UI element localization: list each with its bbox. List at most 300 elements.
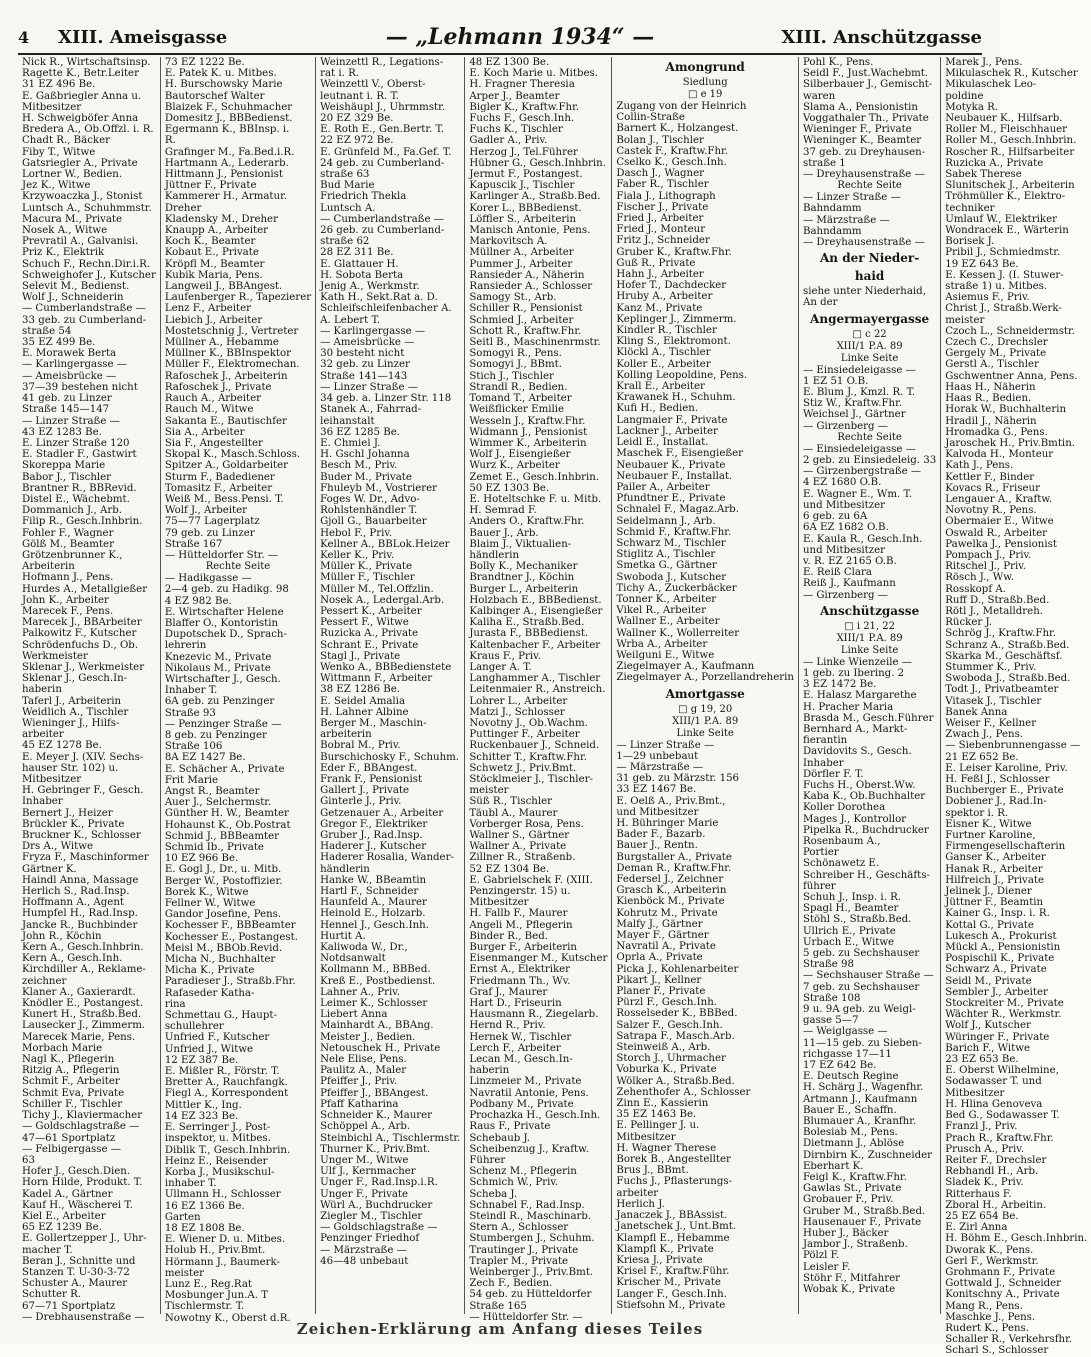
directory-entry: Silberbauer J., Gemischt- [802, 79, 933, 91]
directory-entry: Kufi H., Bedien. [616, 403, 699, 415]
directory-entry: Bredera A., Ob.Offzl. i. R. [22, 124, 154, 136]
directory-entry: Schweighofer J., Kutscher [22, 269, 156, 281]
directory-entry: Mittler K., Ing. [164, 1099, 242, 1111]
directory-entry: Wallner K., Wollerreiter [616, 627, 740, 639]
directory-entry: Kaba K., Ob.Buchhalter [802, 791, 926, 803]
directory-entry: H. Semrad F. [469, 505, 537, 517]
directory-entry: Zinn E., Kassierin [616, 1098, 709, 1110]
directory-entry: Pospischil K., Private [945, 953, 1055, 965]
directory-entry: Buchberger E., Private [945, 785, 1064, 797]
directory-entry: 34 geb. a. Linzer Str. 118 [320, 393, 452, 405]
directory-entry: Mitbesitzer [616, 1131, 676, 1143]
directory-entry: straße 1 [802, 157, 846, 169]
directory-entry: Hofer J., Gesch.Dien. [22, 1166, 131, 1178]
directory-entry: 8A EZ 1427 Be. [164, 752, 246, 764]
directory-entry: Neubauer K., Private [616, 459, 726, 471]
directory-entry: Swoboda J., Kutscher [616, 571, 727, 583]
directory-entry: Distel E., Wächebmt. [22, 493, 130, 505]
directory-entry: Hofer T., Dachdecker [616, 280, 727, 292]
directory-entry: Bolly K., Mechaniker [469, 561, 578, 573]
directory-entry: Kovacs R., Friseur [945, 482, 1040, 494]
directory-entry: Jancke R., Buchbinder [22, 919, 138, 931]
directory-entry: — Sechshauser Straße — [802, 970, 934, 982]
directory-entry: Kellner A., BBLok.Heizer [320, 538, 450, 550]
directory-entry: Bernert J., Heizer [22, 807, 113, 819]
directory-entry: Bobral M., Priv. [320, 740, 401, 752]
directory-entry: Stöhl S., Straßb.Bed. [802, 914, 912, 926]
directory-entry: Rötl J., Metalldreh. [945, 605, 1043, 617]
directory-entry: 1 geb. zu Ibering. 2 [802, 667, 905, 679]
directory-entry: H. Schweigböfer Anna [22, 113, 139, 125]
directory-entry: Roller M., Gesch.Inhbrin. [945, 135, 1077, 147]
directory-entry: Steinweiß A., Arb. [616, 1042, 711, 1054]
directory-entry: Weißflicker Emilie [469, 404, 565, 416]
directory-entry: Penzinger Friedhof [320, 1233, 420, 1245]
directory-entry: Dreher [164, 202, 202, 214]
directory-entry: Berger W., Postoffizier. [164, 875, 283, 887]
directory-entry: 16 EZ 1366 Be. [164, 1200, 245, 1212]
directory-entry: gasse 5—7 [802, 1015, 859, 1027]
directory-entry: Fohler F., Wagner [22, 527, 114, 539]
directory-entry: straße 54 [22, 325, 72, 337]
directory-entry: Herlich J. [616, 1198, 665, 1210]
directory-entry: Borek B., Angestellter [616, 1154, 731, 1166]
directory-entry: 6 geb. zu 6A [802, 511, 868, 523]
directory-entry: Lerch F., Arbeiter [469, 1042, 561, 1054]
directory-entry: Gatsriegler A., Private [22, 157, 138, 169]
directory-entry: — Linzer Straße — [616, 739, 715, 751]
directory-entry: An der [802, 297, 838, 309]
directory-entry: Heinold E., Holzarb. [320, 908, 426, 920]
directory-entry: Schrant E., Private [320, 639, 419, 651]
directory-entry: Markovitsch A. [469, 236, 548, 248]
directory-entry: Pfeiffer J., Priv. [320, 1076, 398, 1088]
directory-entry: Kollmann M., BBBed. [320, 964, 431, 976]
directory-entry: — Dreyhausenstraße — [802, 237, 925, 249]
directory-entry: Micha K., Private [164, 965, 255, 977]
directory-entry: Schuster A., Maurer [22, 1278, 128, 1290]
directory-entry: Ginterle J., Priv. [320, 796, 402, 808]
directory-entry: Horn Hilde, Produkt. T. [22, 1177, 143, 1189]
directory-entry: □ e 19 [687, 89, 723, 100]
directory-entry: Mainhardt A., BBAng. [320, 1020, 434, 1032]
directory-title: — „Lehmann 1934“ — [385, 24, 655, 50]
directory-entry: E. Gaßbriegler Anna u. [22, 90, 142, 102]
directory-entry: inspektor, u. Mitbes. [164, 1133, 271, 1145]
column-2 [161, 57, 316, 1324]
directory-entry: Stiz W., Kraftw.Fhr. [802, 398, 903, 410]
directory-entry: Pipelka R., Buchdrucker [802, 824, 929, 836]
directory-entry: H. Schärg J., Wagenfhr. [802, 1082, 924, 1094]
directory-entry: Sturm F., Badediener [164, 471, 275, 483]
directory-entry: 36 EZ 1285 Be. [320, 426, 400, 438]
directory-entry: Kienböck M., Private [616, 896, 725, 908]
directory-entry: arbeiter [616, 1187, 659, 1199]
directory-entry: Linzmeier M., Private [469, 1076, 582, 1088]
directory-entry: Sakanta E., Bautischfer [164, 415, 287, 427]
directory-entry: Linke Seite [840, 644, 899, 656]
directory-entry: — Einsiedeleigasse — [802, 364, 916, 376]
directory-entry: Pfeiffer J., BBAngest. [320, 1087, 429, 1099]
directory-entry: E. Koch Marie u. Mitbes. [469, 68, 598, 80]
directory-entry: v. R. EZ 2165 O.B. [802, 555, 897, 567]
directory-entry: E. Wagner E., Wm. T. [802, 488, 913, 500]
directory-entry: Weidlich A., Tischler [22, 706, 129, 718]
directory-entry: Schrög J., Kraftw.Fhr. [945, 628, 1057, 640]
directory-entry: Tischlermstr. T. [164, 1301, 245, 1313]
directory-entry: Haderer J., Kutscher [320, 841, 427, 853]
directory-entry: Scharl S., Schlosser [945, 1345, 1049, 1357]
directory-entry: E. Morawek Berta [22, 348, 117, 360]
directory-entry: 73 EZ 1222 Be. [164, 57, 245, 68]
directory-entry: Castek F., Kraftw.Fhr. [616, 145, 729, 157]
directory-entry: Somogyi R., Pens. [469, 348, 562, 360]
directory-entry: H. Feßl J., Schlosser [945, 774, 1050, 785]
directory-entry: Reiß J., Kaufmann [802, 578, 896, 590]
directory-entry: Brasda M., Gesch.Führer [802, 712, 934, 724]
directory-entry: Collin-Straße [616, 112, 685, 124]
directory-entry: Fuchs H., Oberst.Ww. [802, 779, 916, 791]
directory-entry: Grohmann F., Private [945, 1266, 1056, 1278]
directory-entry: Ziegler M., Tischler [320, 1210, 423, 1222]
directory-entry: Stöcklmeier J., Tischler- [469, 774, 593, 785]
directory-entry: 33 EZ 1467 Be. [616, 784, 697, 796]
directory-entry: fierantin [802, 735, 848, 747]
directory-entry: H. Böhm E., Gesch.Inhbrin. [945, 1233, 1088, 1245]
directory-entry: Lahner A., Priv. [320, 986, 401, 998]
directory-entry: Schiller R., Pensionist [469, 303, 583, 315]
directory-entry: — Drebhausenstraße — [22, 1311, 145, 1323]
column-6 [799, 57, 941, 1314]
directory-entry: und Mitbesitzer [802, 544, 886, 556]
directory-entry: 35 EZ 1463 Be. [616, 1109, 697, 1121]
directory-entry: Mitbesitzer [469, 897, 529, 909]
directory-entry: Priz K., Elektrik [22, 247, 105, 259]
directory-entry: Stern A., Schlosser [469, 1222, 569, 1234]
directory-entry: Kainer G., Insp. i. R. [945, 908, 1050, 920]
directory-entry: E. Oelß A., Priv.Bmt., [616, 795, 726, 807]
street-heading: An der Nieder- [819, 251, 920, 266]
directory-entry: Cselko K., Gesch.Inh. [616, 157, 727, 169]
directory-entry: Fuchs F., Gesch.Inh. [469, 113, 575, 125]
directory-entry: Drs A., Witwe [22, 841, 93, 853]
directory-entry: Malfy J., Gärtner [616, 918, 703, 930]
directory-entry: Mitbesitzer [22, 101, 82, 113]
directory-entry: Rechte Seite [205, 561, 271, 573]
directory-entry: Schaller R., Verkehrsfhr. [945, 1334, 1073, 1346]
directory-entry: Planer F., Private [616, 986, 706, 998]
directory-entry: Blaffer O., Kontoristin [164, 617, 279, 629]
directory-entry: Wittmann F., Arbeiter [320, 673, 433, 685]
directory-entry: Günther H. W., Beamter [164, 808, 289, 820]
directory-entry: Ritterhaus F. [945, 1188, 1012, 1200]
directory-entry: Slama A., Pensionistin [802, 101, 918, 113]
directory-entry: Buder M., Private [320, 471, 412, 483]
directory-entry: Oprla A., Private [616, 952, 703, 964]
directory-entry: Bruckner K., Schlosser [22, 830, 141, 842]
directory-entry: Weiser F., Kellner [945, 717, 1037, 729]
directory-entry: Manisch Antonie, Pens. [469, 225, 591, 237]
directory-entry: Garten [164, 1211, 201, 1223]
directory-entry: Bolan J., Tischler [616, 134, 704, 146]
directory-entry: Krzywoaczka J., Stonist [22, 191, 143, 203]
directory-entry: Podbany M., Private [469, 1098, 574, 1110]
directory-entry: Schenz M., Pflegerin [469, 1166, 577, 1178]
directory-entry: E. Wiener D. u. Mitbes. [164, 1234, 286, 1246]
directory-entry: Gallert J., Private [320, 785, 410, 797]
directory-entry: E. Grünfeld M., Fa.Gef. T. [320, 146, 452, 158]
directory-entry: Luntsch A., Schuhmmstr. [22, 202, 152, 214]
directory-entry: Storch J., Uhrmacher [616, 1053, 726, 1065]
directory-entry: Gjoll G., Bauarbeiter [320, 516, 427, 528]
directory-entry: 45 EZ 1278 Be. [22, 740, 102, 752]
directory-entry: Kiel E., Arbeiter [22, 1210, 106, 1222]
directory-entry: Samogy St., Arb. [469, 292, 557, 304]
directory-entry: Spitzer A., Goldarbeiter [164, 460, 289, 472]
directory-entry: Langweil J., BBAngest. [164, 281, 283, 293]
directory-entry: Lengauer A., Kraftw. [945, 493, 1053, 505]
directory-entry: Fuchs J., Pflasterungs- [616, 1176, 733, 1188]
directory-entry: Pölzl F. [802, 1250, 840, 1262]
directory-entry: Kath J., Pens. [945, 460, 1014, 472]
directory-entry: Beran J., Schnitte und [22, 1255, 136, 1267]
directory-entry: Pawelka J., Pensionist [945, 538, 1057, 550]
directory-entry: Zugang von der Heinrich [616, 101, 747, 112]
directory-entry: Bahndamm [802, 225, 862, 237]
directory-entry: Graf J., Maurer [469, 986, 548, 998]
directory-entry: John R., Köchin [22, 930, 102, 942]
directory-entry: und Mitbesitzer [616, 806, 699, 818]
directory-entry: meister [945, 314, 985, 326]
directory-entry: Pürzl F., Gesch.Inh. [616, 997, 718, 1009]
directory-entry: — Felbigergasse — [22, 1143, 121, 1155]
directory-entry: H. Gschl Johanna [320, 449, 410, 461]
directory-entry: Gruber M., Straßb.Bed. [802, 1205, 926, 1217]
directory-entry: Hofmann J., Pens. [22, 572, 114, 584]
directory-entry: Müller K., Private [320, 561, 413, 573]
directory-entry: Kettler F., Binder [945, 471, 1035, 483]
directory-entry: Korba J., Musikschul- [164, 1166, 275, 1178]
directory-entry: Wolf J., Arbeiter [164, 505, 248, 517]
directory-entry: Kraus F., Priv. [469, 650, 541, 662]
directory-entry: Eisner K., Witwe [945, 818, 1032, 830]
directory-entry: Zemet E., Gesch.Inhbrin. [469, 471, 600, 483]
directory-entry: lehrerin [164, 640, 207, 652]
directory-entry: 38 EZ 1286 Be. [320, 684, 400, 696]
directory-entry: Schreiber H., Geschäfts- [802, 869, 930, 881]
directory-entry: — Siebenbrunnengasse — [945, 740, 1081, 752]
directory-entry: Kubik Maria, Pens. [164, 269, 263, 281]
directory-entry: E. Mißler R., Förstr. T. [164, 1066, 280, 1078]
directory-entry: Mayer F., Gärtner [616, 930, 709, 942]
directory-entry: Seidl F., Just.Wachebmt. [802, 68, 929, 80]
directory-entry: John K., Arbeiter [22, 594, 109, 606]
directory-entry: Gergely M., Private [945, 348, 1047, 360]
directory-entry: Tomand T., Arbeiter [469, 393, 572, 405]
directory-entry: Mosbunger Jun.A. T [164, 1290, 268, 1302]
directory-entry: Stich J., Tischler [469, 370, 554, 382]
directory-entry: — Weiglgasse — [802, 1026, 888, 1038]
directory-entry: Schmid J., BBBeamter [164, 830, 279, 842]
directory-entry: H. Fallb F., Maurer [469, 908, 568, 920]
directory-entry: Ernst A., Elektriker [469, 964, 571, 976]
directory-entry: Morbach Marie [22, 1042, 103, 1054]
directory-entry: Ullrich E., Private [802, 925, 896, 937]
directory-entry: Wallner A., Private [469, 841, 567, 853]
directory-entry: Jez K., Witwe [22, 180, 91, 192]
directory-entry: Swoboda J., Straßb.Bed. [945, 673, 1071, 685]
directory-entry: Schöppel A., Arb. [320, 1121, 411, 1133]
directory-entry: haberin [22, 684, 62, 696]
column-5 [612, 57, 799, 1314]
directory-entry: 79 geb. zu Linzer [164, 527, 255, 539]
directory-entry: Kadel A., Gärtner [22, 1188, 113, 1200]
directory-entry: E. Stadler F., Gastwirt [22, 449, 137, 461]
directory-entry: Hohaunst K., Ob.Postrat [164, 819, 291, 831]
directory-entry: Eisenmanger M., Kutscher [469, 953, 608, 965]
directory-entry: Straße 106 [164, 741, 223, 753]
directory-entry: Fried J., Monteur [616, 224, 706, 236]
directory-entry: Blaim J., Viktualien- [469, 538, 572, 550]
column-4 [465, 57, 612, 1323]
directory-entry: Nikolaus M., Private [164, 662, 271, 674]
directory-entry: Kottal G., Private [945, 919, 1034, 931]
directory-entry: Davidovits S., Gesch. [802, 746, 912, 758]
directory-entry: E. Deutsch Regine [802, 1071, 899, 1083]
directory-entry: Schmettau G., Haupt- [164, 1010, 277, 1022]
directory-entry: Tröhmüller K., Elektro- [945, 191, 1066, 203]
directory-entry: Kalbinger A., Eisengießer [469, 605, 603, 617]
directory-entry: Wolf J., Kutscher [945, 1020, 1031, 1032]
directory-entry: Gadler A., Priv. [469, 135, 548, 147]
directory-entry: E. Schächer A., Private [164, 763, 285, 775]
directory-entry: 43 EZ 1283 Be. [22, 426, 102, 438]
directory-entry: Straße 93 [164, 707, 216, 719]
directory-entry: Seidl M., Private [945, 975, 1032, 987]
directory-entry: straße 62 [320, 236, 370, 248]
directory-entry: Voggathaler Th., Private [802, 113, 929, 125]
directory-entry: Unger M., Witwe [320, 1154, 409, 1166]
directory-entry: Stiefsohn M., Private [616, 1299, 726, 1311]
directory-entry: Skopal K., Masch.Schloss. [164, 449, 301, 461]
directory-entry: Ganser K., Arbeiter [945, 852, 1046, 864]
directory-entry: Paradieser J., Straßb.Fhr. [164, 976, 296, 988]
directory-entry: Kindler R., Tischler [616, 325, 717, 337]
directory-entry: Karlinger A., Straßb.Bed. [469, 191, 601, 203]
directory-entry: Kanz M., Private [616, 302, 703, 314]
directory-entry: Lunz E., Reg.Rat [164, 1278, 253, 1290]
directory-entry: 18 EZ 1808 Be. [164, 1222, 245, 1234]
directory-entry: □ c 22 [852, 328, 887, 340]
directory-entry: Palkowitz F., Kutscher [22, 628, 137, 640]
directory-entry: Humpfel H., Rad.Insp. [22, 908, 138, 920]
directory-entry: Rechte Seite [837, 180, 902, 192]
directory-entry: Friedrich Thekla [320, 191, 407, 203]
directory-entry: Pessert F., Witwe [320, 617, 409, 629]
directory-entry: Marecek J., BBArbeiter [22, 617, 142, 629]
directory-entry: Müller M., Tel.Offzlin. [320, 583, 434, 595]
directory-entry: — Dreyhausenstraße — [802, 169, 925, 181]
directory-entry: Krawanek H., Schuhm. [616, 392, 736, 404]
directory-entry: E. Chmiel J. [320, 437, 381, 449]
directory-entry: Macura M., Private [22, 213, 123, 225]
directory-entry: Straße 165 [469, 1300, 527, 1312]
directory-entry: Spagl H., Beamter [802, 903, 899, 915]
directory-entry: Stiglitz A., Tischler [616, 549, 716, 561]
directory-entry: Micha N., Buchhalter [164, 954, 276, 966]
directory-entry: Raus F., Private [469, 1121, 551, 1133]
directory-entry: Janetschek J., Unt.Bmt. [616, 1221, 737, 1233]
directory-entry: Rebhandl H., Arb. [945, 1166, 1039, 1178]
directory-entry: □ g 19, 20 [678, 703, 733, 715]
directory-entry: Müllner A., Hebamme [164, 337, 279, 349]
directory-entry: Rosselseder K., BBBed. [616, 1008, 738, 1020]
directory-entry: Rohlstenhändler T. [320, 505, 418, 517]
directory-entry: H. Pracher Maria [802, 701, 894, 713]
directory-entry: 75—77 Lagerplatz [164, 516, 260, 528]
directory-entry: Bigler K., Kraftw.Fhr. [469, 101, 580, 113]
directory-entry: Jaroschek H., Priv.Bmtin. [945, 437, 1075, 449]
directory-entry: Jüttner F., Beamtin [945, 897, 1044, 909]
directory-entry: Herzog J., Tel.Führer [469, 146, 578, 158]
directory-entry: Inhaber [802, 757, 844, 769]
directory-entry: Ziegelmayer A., Porzellandreherin [616, 672, 794, 684]
directory-entry: — Ameisbrücke — [22, 370, 117, 382]
directory-entry: — Linzer Straße — [22, 415, 120, 427]
directory-entry: 2 geb. zu Einsiedeleig. 33 [802, 455, 937, 467]
directory-entry: Arper J., Beamter [469, 90, 560, 102]
directory-entry: Hurtit A. [320, 930, 366, 942]
directory-entry: Foges W. Dr., Advo- [320, 493, 420, 505]
directory-entry: Hahn J., Arbeiter [616, 269, 704, 281]
directory-entry: Hübner G., Gesch.Inhbrin. [469, 157, 606, 169]
directory-entry: 54 geb. zu Hütteldorfer [469, 1289, 592, 1301]
directory-entry: Gschwentner Anna, Pens. [945, 370, 1078, 382]
directory-entry: Dupotschek D., Sprach- [164, 629, 287, 641]
directory-entry: Schönawetz E. [802, 858, 880, 870]
directory-entry: Schuh J., Insp. i. R. [802, 891, 902, 903]
directory-entry: Kriesa J., Private [616, 1254, 703, 1266]
directory-entry: Borek K., Witwe [164, 886, 249, 898]
directory-entry: Wrba A., Arbeiter [616, 638, 708, 650]
directory-entry: Werkmeister [22, 650, 88, 662]
directory-entry: waren [802, 90, 836, 102]
directory-entry: XIII/1 P.A. 89 [836, 632, 903, 644]
directory-entry: 14 EZ 323 Be. [164, 1110, 239, 1122]
directory-entry: E. Roth E., Gen.Bertr. T. [320, 124, 445, 136]
directory-entry: Seitl B., Maschinenrmstr. [469, 337, 601, 349]
directory-entry: Navratil A., Private [616, 941, 716, 953]
directory-entry: Pailer A., Arbeiter [616, 481, 710, 493]
column-7 [941, 57, 1091, 1357]
directory-entry: Sodawasser T. und [945, 1076, 1042, 1088]
directory-entry: 23 EZ 653 Be. [945, 1054, 1019, 1066]
directory-entry: Marecek F., Pens. [22, 605, 114, 617]
directory-entry: Kirchdiller A., Reklame- [22, 964, 146, 976]
directory-entry: Fritz J., Schneider [616, 235, 710, 247]
directory-entry: Hruby A., Arbeiter [616, 291, 713, 303]
directory-entry: Dirnbirn K., Zuschneider [802, 1149, 933, 1161]
directory-entry: Klampfl K., Private [616, 1243, 714, 1255]
street-heading: Angermayergasse [810, 311, 930, 326]
directory-entry: Koch K., Beamter [164, 236, 256, 248]
directory-entry: Stummer K., Priv. [945, 661, 1037, 673]
directory-entry: Diblik T., Gesch.Inhbrin. [164, 1144, 291, 1156]
directory-entry: Kolling Leopoldine, Pens. [616, 369, 748, 381]
directory-entry: Kern A., Gesch.Inh. [22, 953, 123, 965]
header-rule [18, 53, 982, 55]
directory-entry: Notdsanwalt [320, 953, 386, 965]
